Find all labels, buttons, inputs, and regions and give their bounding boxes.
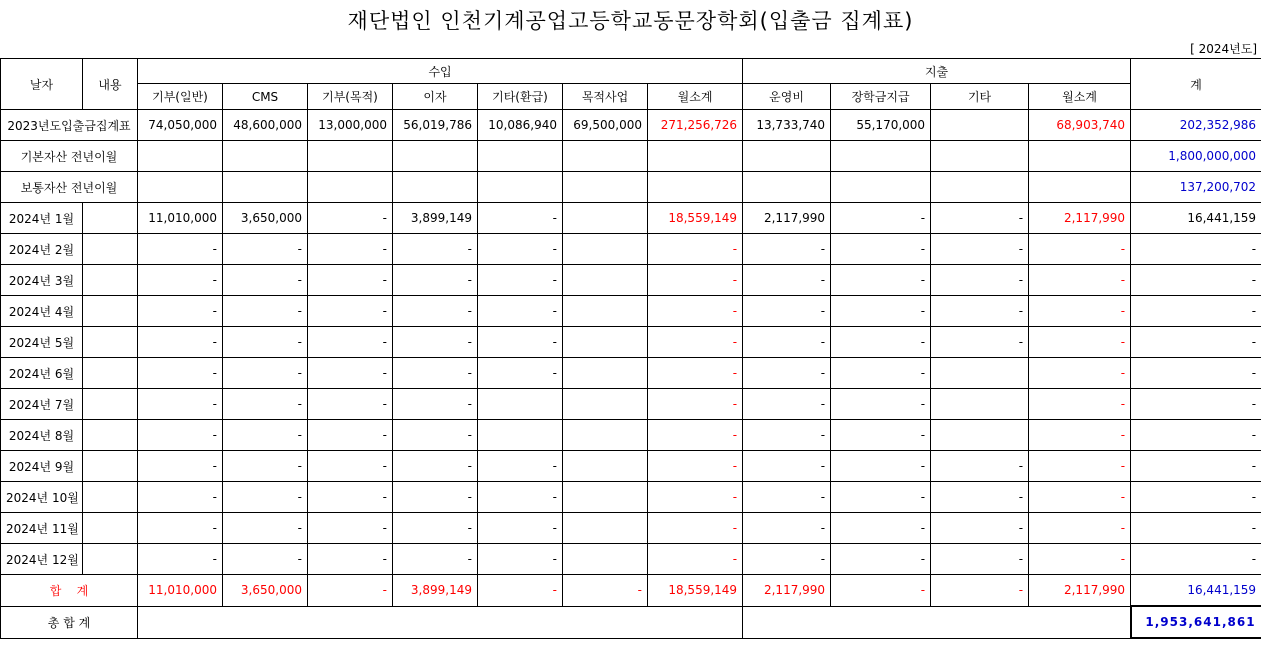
header-total: 계 — [1131, 59, 1261, 110]
row-total: - — [1131, 296, 1261, 327]
row-content — [83, 265, 138, 296]
header-expense-col: 월소계 — [1029, 84, 1131, 110]
row-cell: - — [931, 544, 1029, 575]
row-content — [83, 358, 138, 389]
row-cell: - — [223, 389, 308, 420]
row-cell: - — [393, 513, 478, 544]
row-cell: - — [393, 327, 478, 358]
header-income-col: 기부(일반) — [138, 84, 223, 110]
row-cell — [563, 172, 648, 203]
table-row — [1, 420, 1261, 451]
sum-cell: 11,010,000 — [138, 575, 223, 607]
header-expense-col: 장학금지급 — [831, 84, 931, 110]
header-income-col: 월소계 — [648, 84, 743, 110]
grand-total-empty-expense — [743, 606, 1131, 638]
row-cell: - — [648, 451, 743, 482]
row-cell: - — [831, 482, 931, 513]
row-cell — [931, 420, 1029, 451]
row-cell — [308, 141, 393, 172]
row-cell: - — [743, 513, 831, 544]
row-cell: - — [648, 296, 743, 327]
sum-cell: - — [308, 575, 393, 607]
row-total: - — [1131, 420, 1261, 451]
row-total: - — [1131, 234, 1261, 265]
row-cell — [563, 141, 648, 172]
row-cell: - — [931, 482, 1029, 513]
table-row — [1, 358, 1261, 389]
row-cell — [563, 389, 648, 420]
row-label: 2024년 7월 — [1, 389, 83, 420]
row-cell: - — [743, 358, 831, 389]
row-cell: - — [743, 296, 831, 327]
row-label: 2024년 2월 — [1, 234, 83, 265]
sum-cell: 2,117,990 — [743, 575, 831, 607]
row-cell — [478, 389, 563, 420]
row-cell: - — [223, 513, 308, 544]
row-cell: - — [743, 234, 831, 265]
row-cell: - — [1029, 296, 1131, 327]
row-cell: - — [393, 420, 478, 451]
row-cell — [393, 172, 478, 203]
table-row — [1, 482, 1261, 513]
row-cell: - — [831, 389, 931, 420]
table-row — [1, 327, 1261, 358]
row-content — [83, 513, 138, 544]
table-row — [1, 265, 1261, 296]
row-cell: - — [648, 482, 743, 513]
row-cell — [563, 234, 648, 265]
row-cell: - — [308, 234, 393, 265]
row-cell — [478, 172, 563, 203]
row-cell: - — [478, 234, 563, 265]
row-cell: - — [931, 327, 1029, 358]
header-income-col: 기타(환급) — [478, 84, 563, 110]
row-total: - — [1131, 327, 1261, 358]
table-footer — [1, 575, 1261, 639]
row-total: - — [1131, 358, 1261, 389]
row-cell: - — [931, 234, 1029, 265]
row-cell: - — [831, 265, 931, 296]
row-cell: - — [1029, 482, 1131, 513]
row-cell: - — [223, 420, 308, 451]
row-cell: - — [308, 482, 393, 513]
row-cell — [648, 141, 743, 172]
row-cell — [648, 172, 743, 203]
row-cell: 18,559,149 — [648, 203, 743, 234]
row-cell: - — [138, 482, 223, 513]
table-row — [1, 296, 1261, 327]
row-content — [83, 389, 138, 420]
sum-cell: - — [478, 575, 563, 607]
header-expense-col: 운영비 — [743, 84, 831, 110]
row-cell — [478, 420, 563, 451]
row-cell — [1029, 141, 1131, 172]
row-cell — [563, 482, 648, 513]
table-row — [1, 544, 1261, 575]
header-content: 내용 — [83, 59, 138, 110]
row-cell: 10,086,940 — [478, 110, 563, 141]
row-content — [83, 203, 138, 234]
row-cell: - — [138, 451, 223, 482]
row-cell: - — [831, 296, 931, 327]
row-cell — [563, 451, 648, 482]
row-cell: - — [223, 296, 308, 327]
row-cell: - — [931, 296, 1029, 327]
row-cell: - — [393, 544, 478, 575]
row-cell — [743, 172, 831, 203]
row-cell: - — [138, 544, 223, 575]
row-cell: - — [1029, 234, 1131, 265]
row-cell: - — [831, 420, 931, 451]
sum-cell: 18,559,149 — [648, 575, 743, 607]
table-row — [1, 389, 1261, 420]
table-row — [1, 141, 1261, 172]
row-cell: - — [831, 544, 931, 575]
row-cell: - — [831, 234, 931, 265]
table-row — [1, 203, 1261, 234]
row-cell: - — [831, 451, 931, 482]
row-cell: - — [478, 544, 563, 575]
sum-row — [1, 575, 1261, 607]
row-cell — [563, 420, 648, 451]
row-cell: - — [138, 358, 223, 389]
row-cell — [563, 358, 648, 389]
row-cell: 3,899,149 — [393, 203, 478, 234]
row-cell: - — [1029, 544, 1131, 575]
row-cell — [931, 141, 1029, 172]
row-cell — [563, 513, 648, 544]
row-cell: - — [648, 265, 743, 296]
row-cell: - — [478, 265, 563, 296]
row-cell: - — [393, 234, 478, 265]
row-total: 1,800,000,000 — [1131, 141, 1261, 172]
row-cell: - — [478, 482, 563, 513]
row-cell: - — [308, 513, 393, 544]
header-date: 날자 — [1, 59, 83, 110]
header-income-col: 기부(목적) — [308, 84, 393, 110]
row-cell: - — [223, 327, 308, 358]
row-cell — [831, 141, 931, 172]
row-cell: - — [831, 327, 931, 358]
row-cell: - — [393, 451, 478, 482]
grand-total-empty-income — [138, 606, 743, 638]
row-label: 기본자산 전년이월 — [1, 141, 138, 172]
row-cell: - — [648, 234, 743, 265]
summary-table — [0, 58, 1261, 639]
row-cell — [308, 172, 393, 203]
header-expense: 지출 — [743, 59, 1131, 84]
row-label: 2024년 11월 — [1, 513, 83, 544]
row-label: 2024년 3월 — [1, 265, 83, 296]
sum-row-label: 합 계 — [1, 575, 138, 607]
header-income: 수입 — [138, 59, 743, 84]
row-cell: - — [648, 420, 743, 451]
row-total: 202,352,986 — [1131, 110, 1261, 141]
row-total: - — [1131, 265, 1261, 296]
sum-cell: - — [831, 575, 931, 607]
row-cell: - — [1029, 420, 1131, 451]
grand-total-label: 총 합 계 — [1, 606, 138, 638]
row-cell — [563, 203, 648, 234]
row-cell: - — [308, 451, 393, 482]
row-total: - — [1131, 451, 1261, 482]
row-cell: 3,650,000 — [223, 203, 308, 234]
row-cell: - — [648, 389, 743, 420]
row-cell: 2,117,990 — [1029, 203, 1131, 234]
row-cell: - — [223, 358, 308, 389]
row-content — [83, 451, 138, 482]
row-cell: - — [478, 203, 563, 234]
row-cell: 74,050,000 — [138, 110, 223, 141]
row-cell: - — [308, 265, 393, 296]
row-cell: - — [1029, 389, 1131, 420]
row-cell: - — [138, 513, 223, 544]
row-cell: - — [138, 389, 223, 420]
row-cell: - — [478, 451, 563, 482]
table-row — [1, 234, 1261, 265]
header-row-columns — [1, 84, 1261, 110]
row-content — [83, 296, 138, 327]
row-cell: 69,500,000 — [563, 110, 648, 141]
year-label: [ 2024년도] — [1190, 42, 1257, 56]
row-cell: - — [138, 420, 223, 451]
row-cell: - — [393, 265, 478, 296]
row-content — [83, 544, 138, 575]
row-cell: - — [308, 420, 393, 451]
header-income-col: CMS — [223, 84, 308, 110]
row-cell: - — [308, 358, 393, 389]
row-cell — [743, 141, 831, 172]
row-cell: - — [931, 451, 1029, 482]
row-cell: - — [648, 544, 743, 575]
row-cell: - — [743, 544, 831, 575]
row-cell: - — [743, 265, 831, 296]
row-cell — [478, 141, 563, 172]
row-cell: - — [831, 358, 931, 389]
row-label: 2024년 6월 — [1, 358, 83, 389]
row-cell: 68,903,740 — [1029, 110, 1131, 141]
row-total: 16,441,159 — [1131, 203, 1261, 234]
row-cell: - — [393, 358, 478, 389]
row-cell — [931, 358, 1029, 389]
row-cell: - — [648, 513, 743, 544]
row-cell: - — [138, 327, 223, 358]
row-cell: - — [223, 234, 308, 265]
sum-cell: - — [563, 575, 648, 607]
row-content — [83, 234, 138, 265]
row-cell: 13,000,000 — [308, 110, 393, 141]
row-cell: - — [308, 327, 393, 358]
row-cell: - — [223, 451, 308, 482]
row-cell: - — [931, 265, 1029, 296]
row-content — [83, 420, 138, 451]
row-cell: - — [648, 327, 743, 358]
table-body — [1, 110, 1261, 575]
row-content — [83, 327, 138, 358]
row-cell — [138, 141, 223, 172]
row-cell — [223, 141, 308, 172]
sum-cell: - — [931, 575, 1029, 607]
row-cell: - — [831, 203, 931, 234]
row-cell: - — [743, 327, 831, 358]
row-cell — [1029, 172, 1131, 203]
row-label: 2023년도입출금집계표 — [1, 110, 138, 141]
row-cell: - — [308, 203, 393, 234]
row-cell: 48,600,000 — [223, 110, 308, 141]
row-cell — [563, 265, 648, 296]
row-cell: - — [223, 482, 308, 513]
row-cell: - — [931, 513, 1029, 544]
row-total: - — [1131, 482, 1261, 513]
row-cell: - — [648, 358, 743, 389]
row-cell: - — [1029, 513, 1131, 544]
row-cell: - — [138, 296, 223, 327]
row-cell — [563, 296, 648, 327]
row-cell — [831, 172, 931, 203]
sum-cell: 3,650,000 — [223, 575, 308, 607]
row-label: 2024년 5월 — [1, 327, 83, 358]
row-cell — [931, 389, 1029, 420]
row-cell: - — [478, 513, 563, 544]
row-label: 2024년 9월 — [1, 451, 83, 482]
header-expense-col: 기타 — [931, 84, 1029, 110]
grand-total-value: 1,953,641,861 — [1131, 606, 1261, 638]
row-cell: - — [743, 389, 831, 420]
row-cell: - — [478, 327, 563, 358]
row-cell: - — [393, 296, 478, 327]
row-cell — [931, 172, 1029, 203]
row-cell: - — [308, 296, 393, 327]
row-label: 2024년 8월 — [1, 420, 83, 451]
row-cell: - — [743, 482, 831, 513]
row-cell: - — [138, 234, 223, 265]
row-cell: 13,733,740 — [743, 110, 831, 141]
row-cell: - — [743, 420, 831, 451]
row-cell — [563, 327, 648, 358]
row-cell — [138, 172, 223, 203]
row-cell: 2,117,990 — [743, 203, 831, 234]
row-cell: - — [743, 451, 831, 482]
row-cell: - — [1029, 327, 1131, 358]
page-title: 재단법인 인천기계공업고등학교동문장학회(입출금 집계표) — [347, 9, 914, 33]
row-cell: - — [478, 358, 563, 389]
row-cell: - — [1029, 358, 1131, 389]
row-total: - — [1131, 389, 1261, 420]
sum-total-cell: 16,441,159 — [1131, 575, 1261, 607]
table-row — [1, 110, 1261, 141]
sum-cell: 3,899,149 — [393, 575, 478, 607]
row-label: 2024년 12월 — [1, 544, 83, 575]
row-cell: 55,170,000 — [831, 110, 931, 141]
row-cell: - — [478, 296, 563, 327]
header-income-col: 이자 — [393, 84, 478, 110]
row-label: 보통자산 전년이월 — [1, 172, 138, 203]
row-cell: - — [393, 482, 478, 513]
row-label: 2024년 10월 — [1, 482, 83, 513]
row-cell — [931, 110, 1029, 141]
row-cell: - — [1029, 265, 1131, 296]
row-total: 137,200,702 — [1131, 172, 1261, 203]
row-cell: - — [1029, 451, 1131, 482]
sum-cell: 2,117,990 — [1029, 575, 1131, 607]
row-total: - — [1131, 544, 1261, 575]
table-row — [1, 513, 1261, 544]
row-cell: - — [223, 265, 308, 296]
row-cell: - — [308, 544, 393, 575]
row-cell: 11,010,000 — [138, 203, 223, 234]
row-cell: - — [138, 265, 223, 296]
header-row-group — [1, 59, 1261, 84]
grand-total-row — [1, 606, 1261, 638]
row-cell — [563, 544, 648, 575]
row-cell — [393, 141, 478, 172]
table-row — [1, 451, 1261, 482]
row-cell: - — [393, 389, 478, 420]
row-total: - — [1131, 513, 1261, 544]
row-label: 2024년 1월 — [1, 203, 83, 234]
row-cell: - — [308, 389, 393, 420]
row-cell: 56,019,786 — [393, 110, 478, 141]
row-content — [83, 482, 138, 513]
table-row — [1, 172, 1261, 203]
row-cell: 271,256,726 — [648, 110, 743, 141]
row-label: 2024년 4월 — [1, 296, 83, 327]
row-cell: - — [223, 544, 308, 575]
header-income-col: 목적사업 — [563, 84, 648, 110]
row-cell — [223, 172, 308, 203]
row-cell: - — [931, 203, 1029, 234]
row-cell: - — [831, 513, 931, 544]
